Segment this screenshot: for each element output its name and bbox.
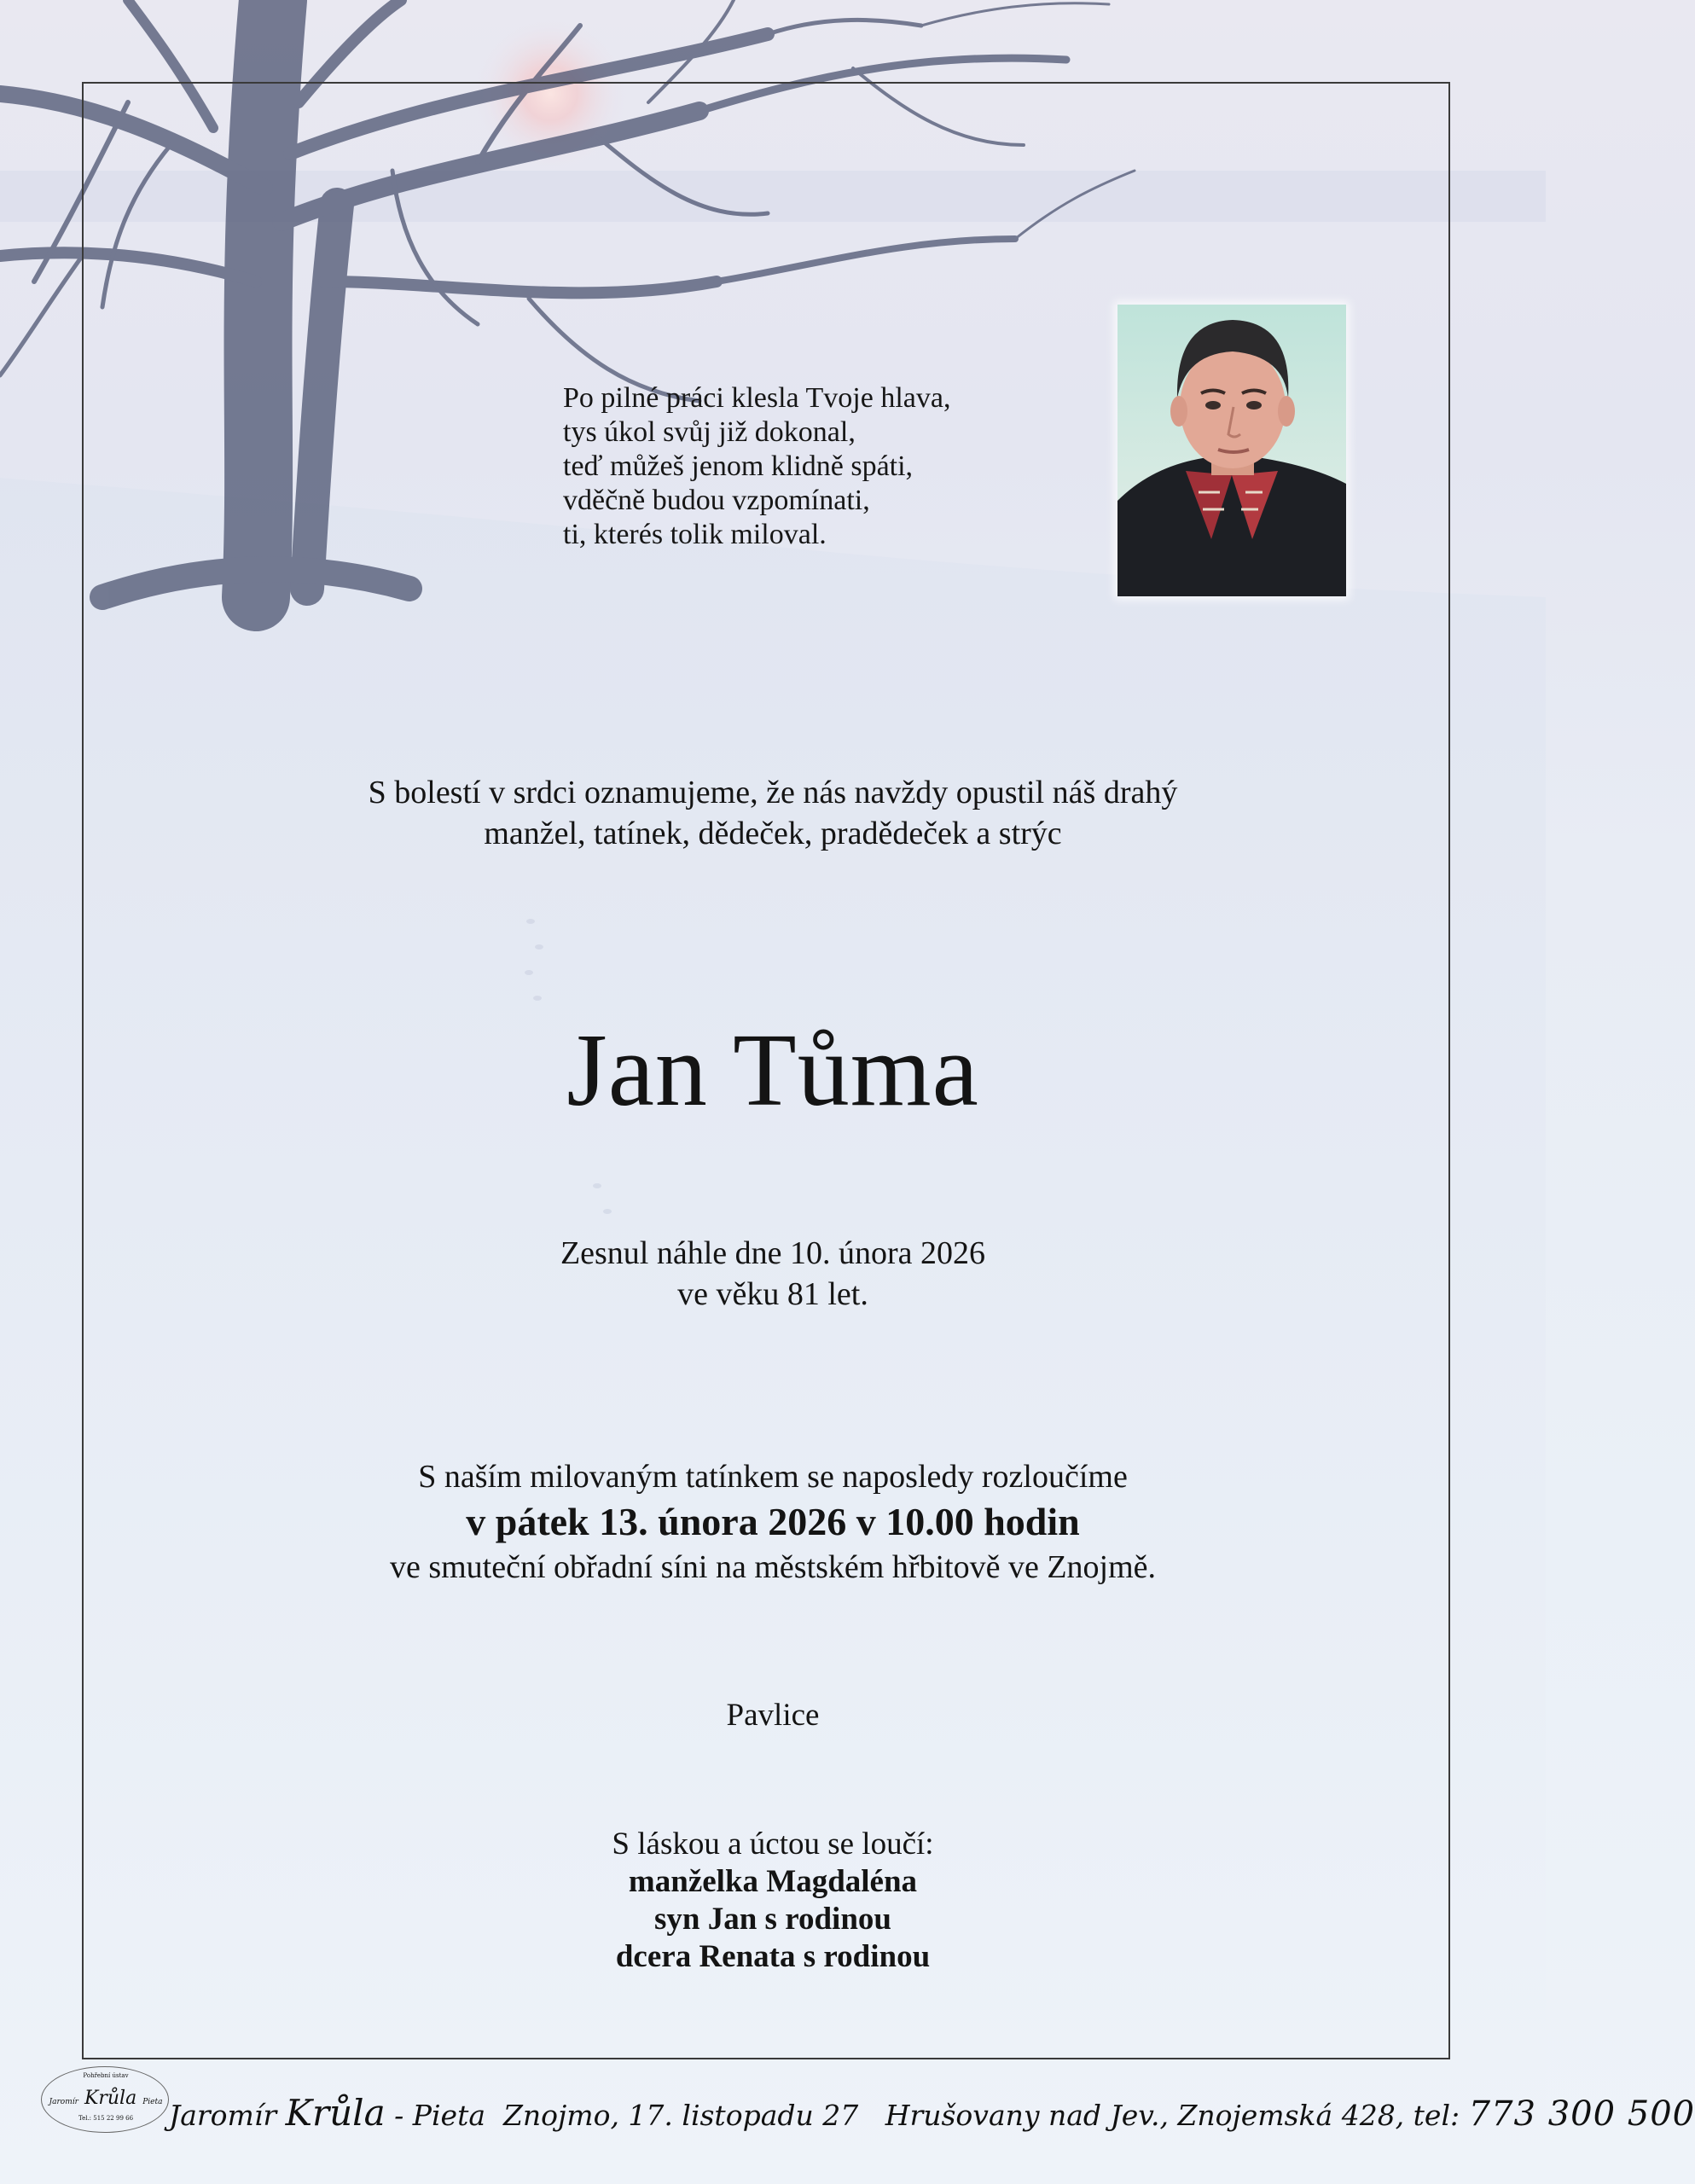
- residence-place: Pavlice: [726, 1698, 820, 1733]
- deceased-name: Jan Tůma: [566, 1013, 979, 1128]
- footer-prefix: Jaromír: [169, 2099, 277, 2132]
- logo-name-line: [42, 2088, 170, 2113]
- poem-line: tys úkol svůj již dokonal,: [563, 416, 856, 448]
- death-info: [171, 1233, 1375, 1315]
- footer-address: - Pieta Znojmo, 17. listopadu 27 Hrušovany nad Jev., Znojemská 428, tel:: [394, 2099, 1460, 2132]
- mourner-name: syn Jan s rodinou: [654, 1902, 891, 1937]
- intro-line: S bolestí v srdci oznamujeme, že nás navždy opustil náš drahý: [368, 775, 1178, 810]
- farewell-datetime: v pátek 13. února 2026 v 10.00 hodin: [466, 1500, 1080, 1543]
- farewell-location: ve smuteční obřadní síni na městském hřbitově ve Znojmě.: [389, 1549, 1157, 1585]
- farewell-info: [171, 1456, 1375, 1588]
- poem-line: vděčně budou vzpomínati,: [563, 485, 870, 516]
- mourners-heading: S láskou a úctou se loučí:: [612, 1827, 934, 1862]
- mourner-name: manželka Magdaléna: [628, 1864, 918, 1899]
- intro-line: manžel, tatínek, dědeček, pradědeček a strýc: [484, 816, 1062, 851]
- footer-line: [169, 2092, 1695, 2134]
- poem: [563, 381, 1041, 552]
- footer-brand: Krůla: [285, 2092, 386, 2134]
- portrait-photo: [1117, 305, 1346, 596]
- logo-phone: Tel.: 515 22 99 66: [78, 2115, 134, 2122]
- farewell-line: S naším milovaným tatínkem se naposledy rozloučíme: [418, 1459, 1128, 1495]
- logo-brand: Krůla: [84, 2088, 137, 2109]
- announcement-intro: [171, 772, 1375, 854]
- footer-phone: 773 300 500: [1468, 2094, 1695, 2134]
- mourners: [171, 1826, 1375, 1976]
- poem-line: Po pilné práci klesla Tvoje hlava,: [563, 382, 951, 414]
- poem-line: teď můžeš jenom klidně spáti,: [563, 450, 914, 482]
- logo-right-text: Pieta: [142, 2098, 163, 2106]
- funeral-service-logo: [41, 2066, 169, 2133]
- funeral-service-footer: [41, 2066, 1695, 2160]
- death-age: ve věku 81 let.: [677, 1276, 868, 1312]
- logo-top-text: Pohřební ústav: [83, 2072, 129, 2079]
- mourner-name: dcera Renata s rodinou: [615, 1939, 931, 1974]
- poem-line: ti, kterés tolik miloval.: [563, 519, 827, 550]
- logo-left-text: Jaromír: [49, 2098, 78, 2106]
- death-date: Zesnul náhle dne 10. února 2026: [560, 1235, 986, 1271]
